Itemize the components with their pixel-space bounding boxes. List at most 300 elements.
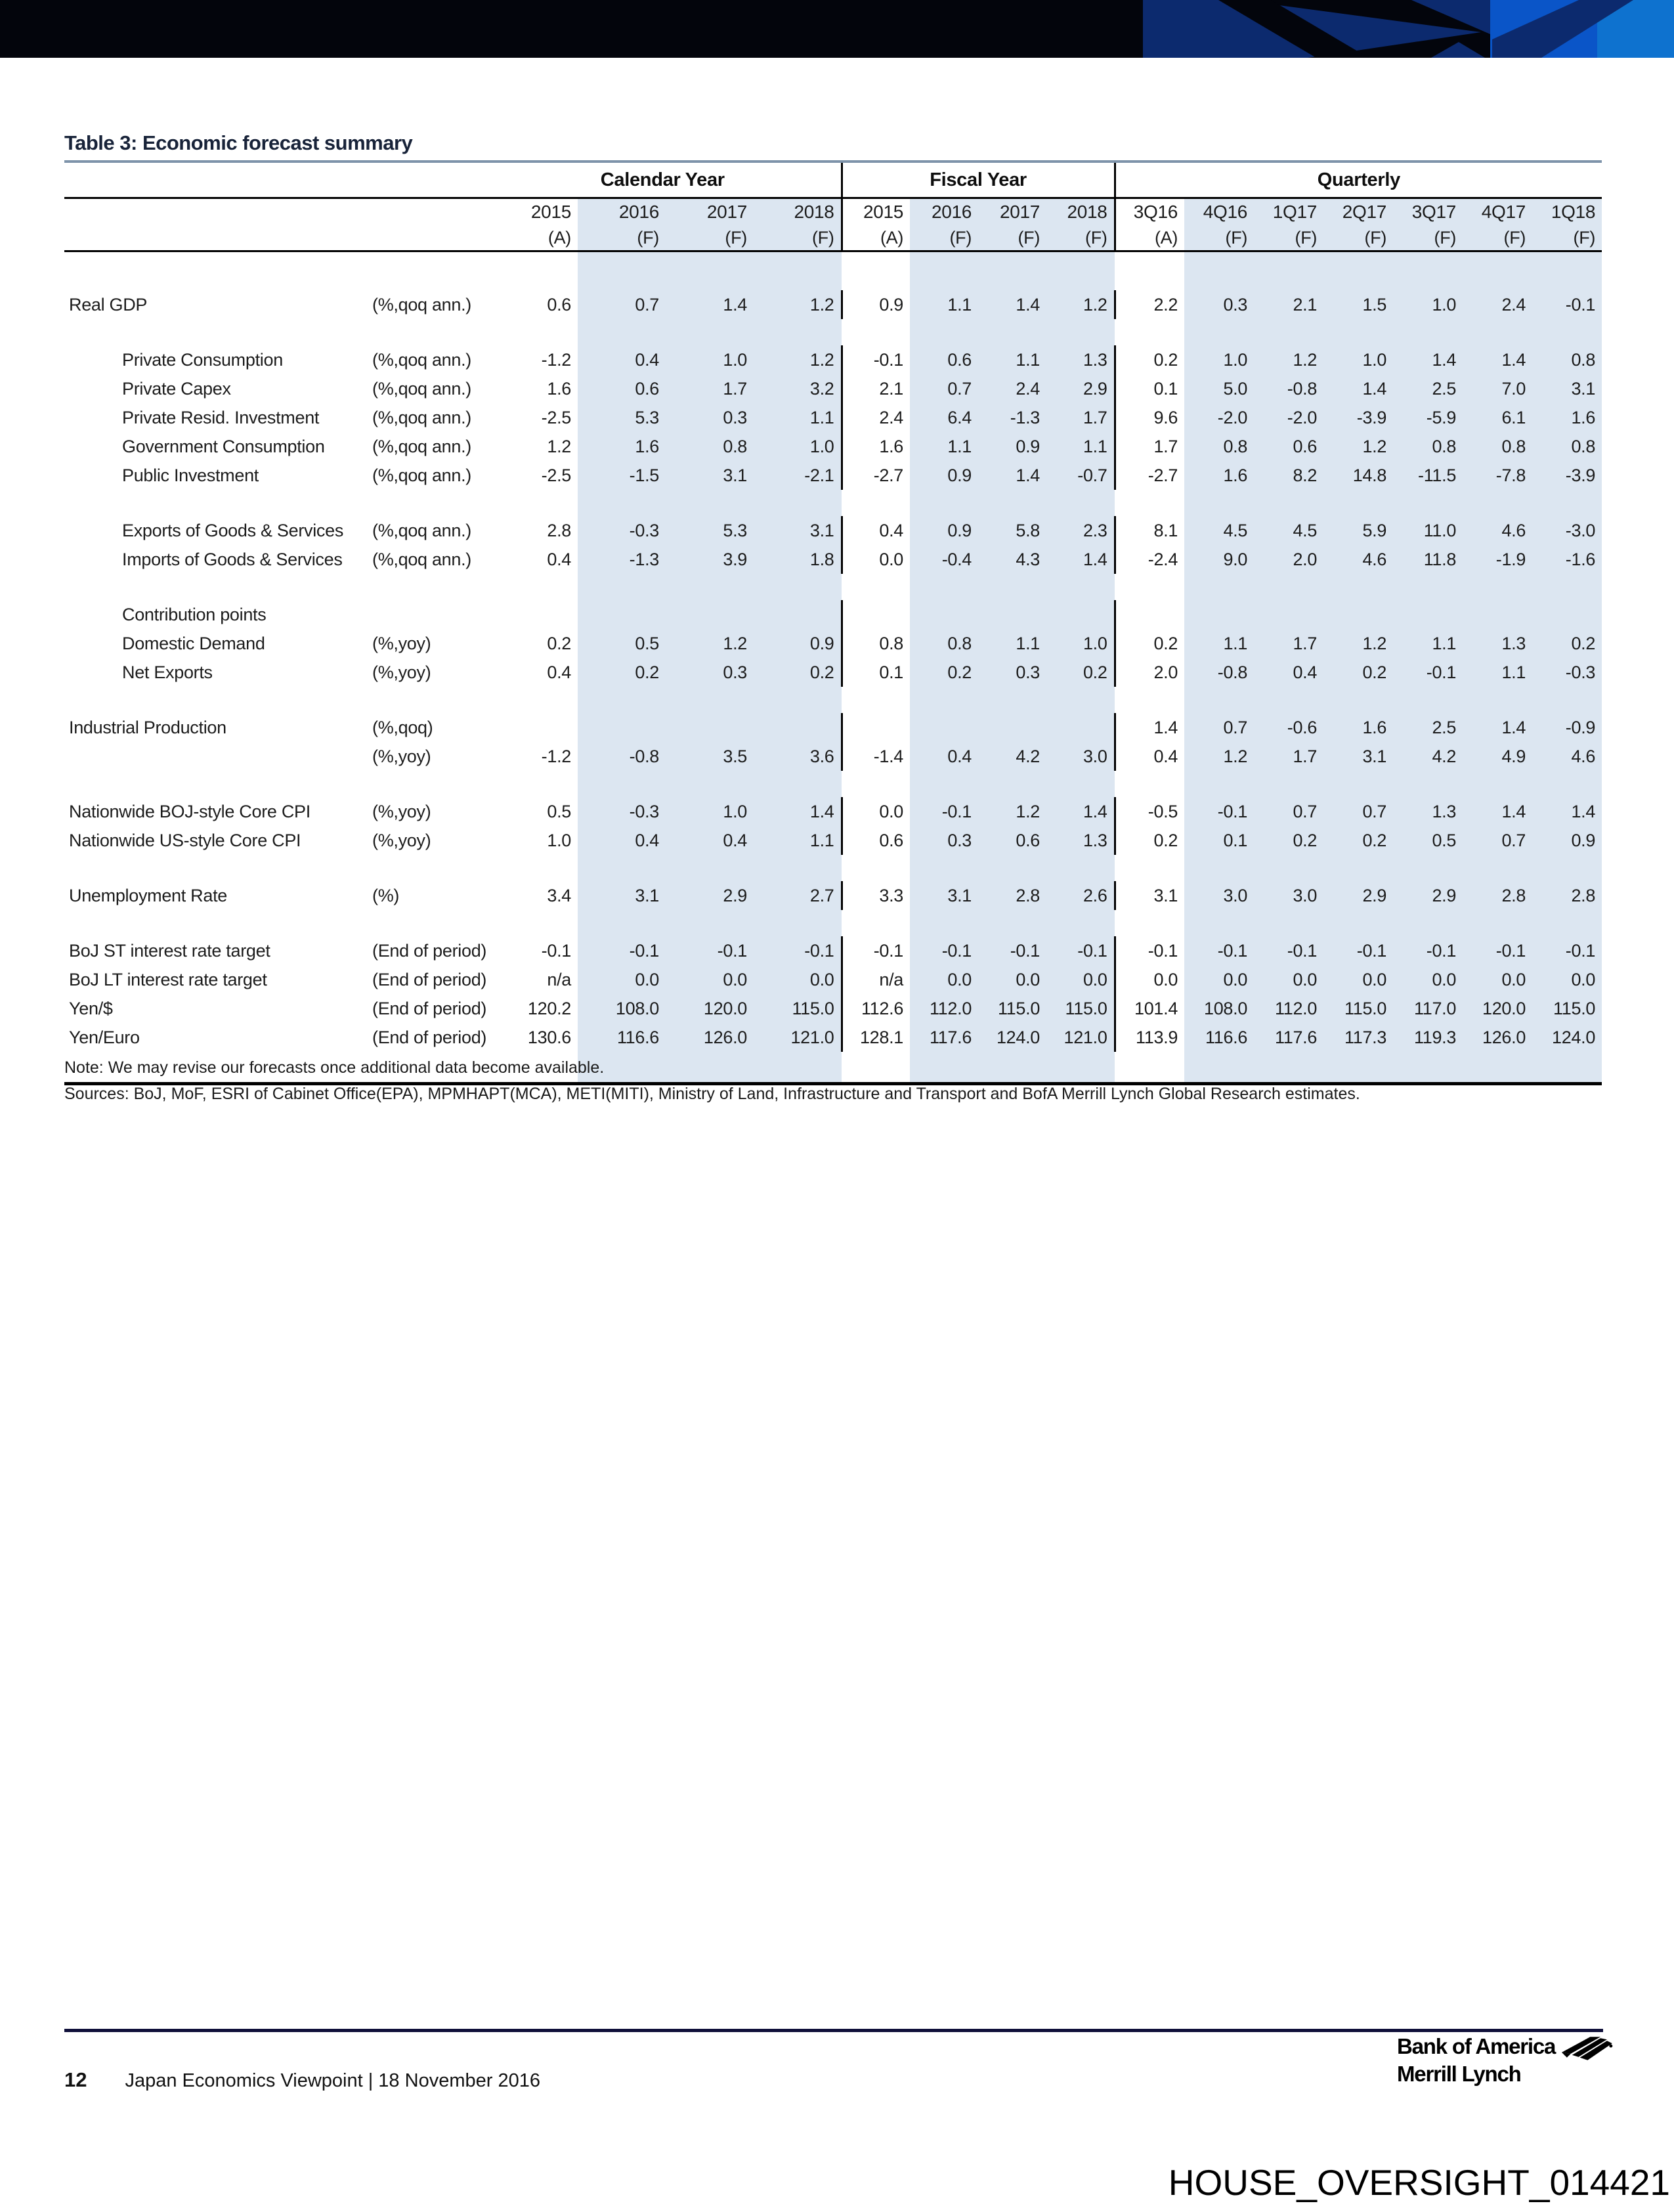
spacer-cell bbox=[64, 319, 484, 345]
section-header-row bbox=[64, 162, 1602, 198]
value-cell: 121.0 bbox=[1046, 1023, 1115, 1052]
spacer-cell bbox=[910, 910, 978, 936]
spacer-cell bbox=[1532, 251, 1602, 291]
row-unit: (%) bbox=[372, 885, 400, 905]
row-label: Yen/Euro bbox=[69, 1027, 140, 1047]
value-cell: 0.2 bbox=[1532, 629, 1602, 658]
value-cell: 108.0 bbox=[578, 994, 666, 1023]
value-cell: -1.3 bbox=[978, 403, 1046, 432]
value-cell: -0.1 bbox=[1463, 936, 1532, 965]
value-cell: 6.1 bbox=[1463, 403, 1532, 432]
value-cell: 0.0 bbox=[1532, 965, 1602, 994]
value-cell: 1.3 bbox=[1463, 629, 1532, 658]
table-row bbox=[64, 881, 1602, 910]
value-cell: 0.3 bbox=[1184, 290, 1254, 319]
value-cell: 0.1 bbox=[1115, 374, 1184, 403]
value-cell: 0.0 bbox=[1323, 965, 1393, 994]
row-unit: (%,yoy) bbox=[372, 801, 431, 821]
value-cell bbox=[484, 600, 578, 629]
value-cell: 1.6 bbox=[1323, 713, 1393, 742]
spacer-row bbox=[64, 910, 1602, 936]
value-cell: 1.7 bbox=[1254, 629, 1323, 658]
row-label: Unemployment Rate bbox=[69, 885, 228, 905]
section-header-fiscal-year: Fiscal Year bbox=[842, 162, 1115, 198]
row-unit: (%,yoy) bbox=[372, 662, 431, 682]
value-cell: 1.0 bbox=[666, 797, 754, 826]
value-cell: 115.0 bbox=[978, 994, 1046, 1023]
value-cell: 0.0 bbox=[910, 965, 978, 994]
value-cell: 112.0 bbox=[1254, 994, 1323, 1023]
value-cell: 0.2 bbox=[1323, 658, 1393, 687]
publication-title: Japan Economics Viewpoint | 18 November 2016 bbox=[125, 2070, 540, 2091]
value-cell: -5.9 bbox=[1393, 403, 1463, 432]
spacer-cell bbox=[1184, 490, 1254, 516]
value-cell bbox=[1323, 600, 1393, 629]
spacer-cell bbox=[910, 319, 978, 345]
value-cell: 2.5 bbox=[1393, 713, 1463, 742]
row-label: BoJ LT interest rate target bbox=[69, 969, 267, 989]
value-cell: 1.1 bbox=[1393, 629, 1463, 658]
value-cell: 0.2 bbox=[547, 633, 571, 653]
value-cell: -1.6 bbox=[1532, 545, 1602, 574]
value-cell bbox=[1184, 600, 1254, 629]
spacer-cell bbox=[1323, 771, 1393, 797]
spacer-cell bbox=[1532, 490, 1602, 516]
column-year: 2Q17 bbox=[1323, 198, 1393, 226]
value-cell: 0.4 bbox=[578, 826, 666, 855]
value-cell: 1.2 bbox=[1046, 290, 1115, 319]
value-cell: 117.6 bbox=[910, 1023, 978, 1052]
value-cell: -0.9 bbox=[1532, 713, 1602, 742]
row-label: Private Capex bbox=[122, 378, 231, 399]
spacer-cell bbox=[978, 1052, 1046, 1084]
spacer-cell bbox=[1115, 855, 1184, 881]
table-head bbox=[64, 162, 1602, 251]
value-cell: 112.6 bbox=[842, 994, 910, 1023]
value-cell: 0.2 bbox=[1115, 345, 1184, 374]
spacer-cell bbox=[1046, 771, 1115, 797]
value-cell bbox=[1393, 600, 1463, 629]
value-cell: 3.1 bbox=[666, 461, 754, 490]
value-cell: -1.4 bbox=[842, 742, 910, 771]
value-cell: 115.0 bbox=[1532, 994, 1602, 1023]
spacer-cell bbox=[1046, 251, 1115, 291]
value-cell: 0.2 bbox=[1254, 826, 1323, 855]
value-cell: 2.8 bbox=[1463, 881, 1532, 910]
value-cell: 2.5 bbox=[1393, 374, 1463, 403]
section-header-quarterly: Quarterly bbox=[1115, 162, 1602, 198]
spacer-cell bbox=[64, 574, 484, 600]
value-cell: 126.0 bbox=[1463, 1023, 1532, 1052]
table-row bbox=[64, 629, 1602, 658]
spacer-cell bbox=[1463, 574, 1532, 600]
value-cell: 0.6 bbox=[578, 374, 666, 403]
value-cell: -0.1 bbox=[1254, 936, 1323, 965]
row-label: Yen/$ bbox=[69, 998, 113, 1018]
value-cell: 1.1 bbox=[754, 403, 842, 432]
value-cell bbox=[1046, 600, 1115, 629]
header-left-empty bbox=[64, 225, 484, 251]
value-cell: 4.2 bbox=[1393, 742, 1463, 771]
value-cell: 112.0 bbox=[910, 994, 978, 1023]
value-cell: 0.2 bbox=[1115, 826, 1184, 855]
spacer-cell bbox=[1393, 490, 1463, 516]
value-cell: 1.6 bbox=[842, 432, 910, 461]
value-cell: 3.0 bbox=[1046, 742, 1115, 771]
column-status: (F) bbox=[1046, 225, 1115, 251]
spacer-cell bbox=[1463, 771, 1532, 797]
spacer-cell bbox=[978, 574, 1046, 600]
value-cell: 0.9 bbox=[754, 629, 842, 658]
value-cell: 0.4 bbox=[547, 662, 571, 682]
value-cell: 124.0 bbox=[1532, 1023, 1602, 1052]
spacer-cell bbox=[484, 490, 578, 516]
column-year: 2016 bbox=[910, 198, 978, 226]
spacer-cell bbox=[910, 855, 978, 881]
spacer-cell bbox=[978, 319, 1046, 345]
spacer-cell bbox=[1463, 490, 1532, 516]
value-cell: 0.2 bbox=[1323, 826, 1393, 855]
value-cell: 1.0 bbox=[1393, 290, 1463, 319]
row-unit: (End of period) bbox=[372, 1027, 487, 1047]
value-cell: 1.6 bbox=[578, 432, 666, 461]
value-cell: 2.8 bbox=[1532, 881, 1602, 910]
value-cell: 0.2 bbox=[910, 658, 978, 687]
value-cell: 4.5 bbox=[1184, 516, 1254, 545]
value-cell: 8.1 bbox=[1115, 516, 1184, 545]
value-cell bbox=[484, 713, 578, 742]
spacer-cell bbox=[484, 251, 578, 291]
spacer-cell bbox=[64, 687, 484, 713]
value-cell: 1.1 bbox=[978, 629, 1046, 658]
value-cell: 0.0 bbox=[1393, 965, 1463, 994]
value-cell: 0.2 bbox=[1115, 629, 1184, 658]
value-cell: 3.9 bbox=[666, 545, 754, 574]
value-cell: 1.2 bbox=[754, 290, 842, 319]
spacer-cell bbox=[1115, 574, 1184, 600]
value-cell: -0.3 bbox=[1532, 658, 1602, 687]
value-cell: 3.1 bbox=[910, 881, 978, 910]
value-cell: -2.0 bbox=[1184, 403, 1254, 432]
value-cell: -3.0 bbox=[1532, 516, 1602, 545]
value-cell: 0.7 bbox=[1463, 826, 1532, 855]
bofa-flag-icon bbox=[1560, 2035, 1614, 2063]
table-row bbox=[64, 290, 1602, 319]
spacer-cell bbox=[1046, 687, 1115, 713]
spacer-row bbox=[64, 687, 1602, 713]
spacer-cell bbox=[1393, 1052, 1463, 1084]
spacer-cell bbox=[842, 771, 910, 797]
spacer-cell bbox=[754, 319, 842, 345]
status-header-row bbox=[64, 225, 1602, 251]
spacer-cell bbox=[1184, 1052, 1254, 1084]
column-year: 2018 bbox=[754, 198, 842, 226]
column-year: 2015 bbox=[842, 198, 910, 226]
spacer-cell bbox=[1046, 574, 1115, 600]
value-cell: 0.8 bbox=[1393, 432, 1463, 461]
spacer-cell bbox=[754, 855, 842, 881]
value-cell: 0.2 bbox=[1046, 658, 1115, 687]
spacer-cell bbox=[1115, 771, 1184, 797]
column-year: 2015 bbox=[530, 202, 571, 222]
column-year: 2017 bbox=[978, 198, 1046, 226]
value-cell: 0.0 bbox=[1254, 965, 1323, 994]
value-cell: 1.4 bbox=[1115, 713, 1184, 742]
value-cell: 11.8 bbox=[1393, 545, 1463, 574]
value-cell: 1.4 bbox=[1393, 345, 1463, 374]
value-cell bbox=[910, 600, 978, 629]
column-year: 2017 bbox=[666, 198, 754, 226]
value-cell: 3.1 bbox=[754, 516, 842, 545]
spacer-cell bbox=[1463, 687, 1532, 713]
value-cell: 2.1 bbox=[1254, 290, 1323, 319]
value-cell: 3.0 bbox=[1254, 881, 1323, 910]
value-cell: 0.0 bbox=[1184, 965, 1254, 994]
row-label: Contribution points bbox=[122, 604, 267, 624]
spacer-cell bbox=[1323, 251, 1393, 291]
value-cell: 2.4 bbox=[1463, 290, 1532, 319]
row-unit: (End of period) bbox=[372, 998, 487, 1018]
value-cell bbox=[842, 600, 910, 629]
row-unit: (%,qoq ann.) bbox=[372, 378, 471, 399]
value-cell: 115.0 bbox=[1323, 994, 1393, 1023]
value-cell: 2.9 bbox=[1323, 881, 1393, 910]
value-cell: -3.9 bbox=[1532, 461, 1602, 490]
spacer-cell bbox=[1323, 910, 1393, 936]
column-status: (F) bbox=[978, 225, 1046, 251]
spacer-cell bbox=[910, 574, 978, 600]
header-left-empty bbox=[64, 198, 484, 226]
spacer-cell bbox=[1463, 910, 1532, 936]
value-cell: 1.2 bbox=[547, 436, 571, 456]
value-cell: -0.5 bbox=[1115, 797, 1184, 826]
value-cell: 0.7 bbox=[578, 290, 666, 319]
column-status: (F) bbox=[754, 225, 842, 251]
spacer-cell bbox=[1393, 251, 1463, 291]
spacer-cell bbox=[484, 855, 578, 881]
value-cell: -2.4 bbox=[1115, 545, 1184, 574]
value-cell: 0.0 bbox=[578, 965, 666, 994]
spacer-cell bbox=[910, 251, 978, 291]
value-cell: 9.6 bbox=[1115, 403, 1184, 432]
table-row bbox=[64, 432, 1602, 461]
forecast-table bbox=[64, 160, 1602, 1085]
value-cell: -11.5 bbox=[1393, 461, 1463, 490]
value-cell bbox=[842, 713, 910, 742]
value-cell: 0.4 bbox=[666, 826, 754, 855]
row-label: Private Consumption bbox=[122, 349, 283, 370]
value-cell: 101.4 bbox=[1115, 994, 1184, 1023]
value-cell: 0.8 bbox=[666, 432, 754, 461]
value-cell: 1.7 bbox=[1115, 432, 1184, 461]
value-cell: 1.6 bbox=[1532, 403, 1602, 432]
value-cell: -1.2 bbox=[541, 349, 571, 370]
value-cell: 4.2 bbox=[978, 742, 1046, 771]
value-cell: 1.1 bbox=[978, 345, 1046, 374]
spacer-cell bbox=[1463, 251, 1532, 291]
column-status: (A) bbox=[842, 225, 910, 251]
spacer-cell bbox=[1254, 855, 1323, 881]
value-cell: 0.4 bbox=[910, 742, 978, 771]
value-cell: -0.1 bbox=[842, 345, 910, 374]
column-status: (F) bbox=[578, 225, 666, 251]
spacer-cell bbox=[1393, 855, 1463, 881]
value-cell: 1.4 bbox=[1532, 797, 1602, 826]
value-cell: 0.3 bbox=[666, 403, 754, 432]
spacer-cell bbox=[842, 490, 910, 516]
spacer-cell bbox=[1046, 1052, 1115, 1084]
value-cell: 3.1 bbox=[1115, 881, 1184, 910]
section-header-calendar-year: Calendar Year bbox=[484, 162, 842, 198]
spacer-cell bbox=[1254, 687, 1323, 713]
row-unit bbox=[372, 600, 484, 629]
value-cell: 0.4 bbox=[547, 549, 571, 569]
value-cell bbox=[1115, 600, 1184, 629]
year-header-row bbox=[64, 198, 1602, 226]
spacer-cell bbox=[1115, 910, 1184, 936]
value-cell: -3.9 bbox=[1323, 403, 1393, 432]
value-cell: 1.2 bbox=[754, 345, 842, 374]
value-cell: 1.4 bbox=[1323, 374, 1393, 403]
value-cell: -0.1 bbox=[1046, 936, 1115, 965]
spacer-cell bbox=[1046, 910, 1115, 936]
value-cell: -0.6 bbox=[1254, 713, 1323, 742]
spacer-cell bbox=[484, 687, 578, 713]
spacer-cell bbox=[842, 855, 910, 881]
spacer-cell bbox=[1254, 771, 1323, 797]
row-unit: (%,yoy) bbox=[372, 633, 431, 653]
value-cell: 120.2 bbox=[527, 998, 571, 1018]
value-cell: 0.6 bbox=[1254, 432, 1323, 461]
spacer-cell bbox=[64, 910, 484, 936]
spacer-cell bbox=[1393, 574, 1463, 600]
spacer-row bbox=[64, 574, 1602, 600]
row-label: Government Consumption bbox=[122, 436, 325, 456]
value-cell: 7.0 bbox=[1463, 374, 1532, 403]
row-unit: (%,qoq ann.) bbox=[372, 549, 471, 569]
value-cell: 0.0 bbox=[842, 797, 910, 826]
row-unit: (%,qoq ann.) bbox=[372, 407, 471, 427]
row-unit: (%,yoy) bbox=[372, 830, 431, 850]
value-cell: -0.1 bbox=[1184, 797, 1254, 826]
value-cell: -0.8 bbox=[578, 742, 666, 771]
table-body bbox=[64, 251, 1602, 1084]
spacer-cell bbox=[578, 251, 666, 291]
value-cell: 120.0 bbox=[1463, 994, 1532, 1023]
table-row bbox=[64, 994, 1602, 1023]
value-cell: -0.3 bbox=[578, 516, 666, 545]
value-cell: -1.9 bbox=[1463, 545, 1532, 574]
value-cell: 2.1 bbox=[842, 374, 910, 403]
value-cell: 0.5 bbox=[578, 629, 666, 658]
value-cell: 116.6 bbox=[1184, 1023, 1254, 1052]
value-cell: 126.0 bbox=[666, 1023, 754, 1052]
value-cell: -0.1 bbox=[910, 936, 978, 965]
value-cell: 1.2 bbox=[1323, 629, 1393, 658]
row-label: Nationwide BOJ-style Core CPI bbox=[69, 801, 311, 821]
value-cell: 2.4 bbox=[978, 374, 1046, 403]
value-cell: -0.1 bbox=[1532, 936, 1602, 965]
value-cell: 2.9 bbox=[1393, 881, 1463, 910]
value-cell: 3.5 bbox=[666, 742, 754, 771]
page-number: 12 bbox=[64, 2068, 87, 2091]
spacer-cell bbox=[1393, 910, 1463, 936]
value-cell: 0.4 bbox=[1115, 742, 1184, 771]
spacer-cell bbox=[578, 687, 666, 713]
value-cell: 1.2 bbox=[978, 797, 1046, 826]
row-label: Industrial Production bbox=[69, 717, 226, 737]
value-cell: -0.1 bbox=[1323, 936, 1393, 965]
value-cell: 4.6 bbox=[1463, 516, 1532, 545]
table-row bbox=[64, 545, 1602, 574]
value-cell: -1.5 bbox=[578, 461, 666, 490]
value-cell bbox=[578, 600, 666, 629]
spacer-cell bbox=[578, 574, 666, 600]
value-cell: 5.3 bbox=[578, 403, 666, 432]
column-year: 4Q17 bbox=[1463, 198, 1532, 226]
spacer-cell bbox=[1115, 1052, 1184, 1084]
spacer-cell bbox=[842, 910, 910, 936]
table-row bbox=[64, 826, 1602, 855]
value-cell: -0.1 bbox=[578, 936, 666, 965]
top-banner bbox=[0, 0, 1674, 58]
value-cell: 116.6 bbox=[578, 1023, 666, 1052]
spacer-cell bbox=[978, 910, 1046, 936]
spacer-cell bbox=[978, 490, 1046, 516]
value-cell: 0.3 bbox=[910, 826, 978, 855]
value-cell: 9.0 bbox=[1184, 545, 1254, 574]
value-cell: 1.4 bbox=[1463, 797, 1532, 826]
spacer-cell bbox=[484, 771, 578, 797]
value-cell bbox=[978, 713, 1046, 742]
value-cell: 115.0 bbox=[1046, 994, 1115, 1023]
value-cell bbox=[578, 713, 666, 742]
spacer-cell bbox=[754, 251, 842, 291]
value-cell: 1.1 bbox=[1463, 658, 1532, 687]
spacer-cell bbox=[578, 319, 666, 345]
footer-rule bbox=[64, 2029, 1603, 2032]
spacer-cell bbox=[578, 855, 666, 881]
spacer-cell bbox=[842, 251, 910, 291]
value-cell: 1.4 bbox=[1463, 713, 1532, 742]
spacer-row bbox=[64, 251, 1602, 291]
value-cell: 0.0 bbox=[1046, 965, 1115, 994]
row-label bbox=[64, 742, 372, 771]
spacer-cell bbox=[666, 574, 754, 600]
spacer-cell bbox=[64, 855, 484, 881]
spacer-cell bbox=[1046, 319, 1115, 345]
value-cell: 0.0 bbox=[754, 965, 842, 994]
value-cell: 1.1 bbox=[910, 290, 978, 319]
row-label: Exports of Goods & Services bbox=[122, 520, 344, 540]
value-cell: -0.1 bbox=[842, 936, 910, 965]
value-cell: 0.7 bbox=[910, 374, 978, 403]
value-cell: n/a bbox=[842, 965, 910, 994]
value-cell bbox=[666, 600, 754, 629]
value-cell: 130.6 bbox=[527, 1027, 571, 1047]
value-cell: 2.0 bbox=[1254, 545, 1323, 574]
spacer-cell bbox=[754, 771, 842, 797]
value-cell: 1.0 bbox=[1046, 629, 1115, 658]
value-cell: 0.7 bbox=[1254, 797, 1323, 826]
value-cell bbox=[1254, 600, 1323, 629]
value-cell bbox=[754, 600, 842, 629]
spacer-cell bbox=[1463, 855, 1532, 881]
spacer-cell bbox=[1532, 855, 1602, 881]
value-cell: 8.2 bbox=[1254, 461, 1323, 490]
table-row bbox=[64, 936, 1602, 965]
spacer-cell bbox=[910, 490, 978, 516]
